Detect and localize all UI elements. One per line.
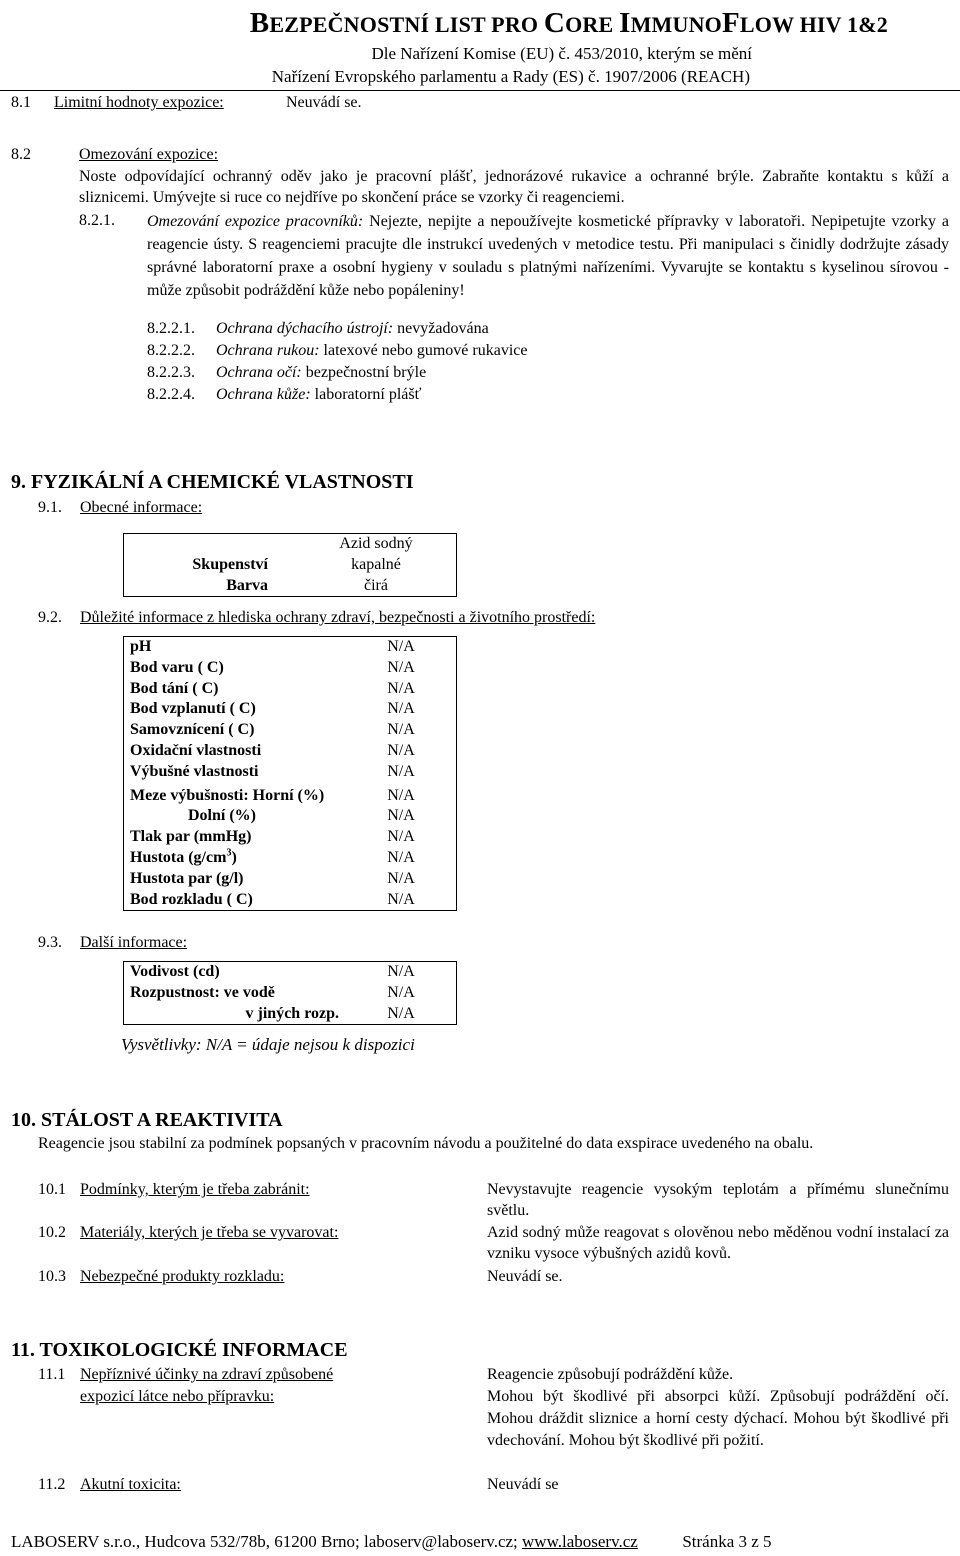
table-cell-value: N/A [387, 963, 415, 980]
section-8-2-label: Omezování expozice: [79, 146, 219, 163]
table-cell-value: N/A [387, 741, 415, 759]
section-8-2-1-number: 8.2.1. [79, 212, 115, 229]
footer-website-link[interactable]: www.laboserv.cz [522, 1532, 638, 1551]
section-9-3-number: 9.3. [38, 934, 62, 951]
item-10-2-value: Azid sodný může reagovat s olověnou nebo měděnou vodní instalací za vzniku vysoce výbušných azidů kovů. [487, 1224, 949, 1262]
section-8-2-number: 8.2 [11, 146, 31, 163]
table-row [124, 741, 457, 762]
table-cell-label: Tlak par (mmHg) [130, 828, 252, 846]
table-cell-label: Samovznícení ( C) [130, 721, 255, 739]
table-cell-label: Oxidační vlastnosti [130, 741, 262, 759]
item-11-1-label-line-2: expozicí látce nebo přípravku: [80, 1388, 275, 1405]
table-cell-value: N/A [387, 828, 415, 846]
footer-company: LABOSERV s.r.o., Hudcova 532/78b, 61200 Brno; laboserv@laboserv.cz; [11, 1532, 518, 1551]
table-cell-value: N/A [387, 890, 415, 908]
item-11-1-value-1: Reagencie způsobují podráždění kůže. [487, 1366, 734, 1383]
item-10-1-number: 10.1 [38, 1181, 66, 1198]
table-row [124, 983, 457, 1004]
section-8-2-1-paragraph [147, 210, 949, 302]
table-row [124, 806, 457, 827]
item-11-1-label-line-1: Nepříznivé účinky na zdraví způsobené [80, 1366, 334, 1383]
table-row [124, 658, 457, 679]
table-cell-label: Bod tání ( C) [130, 679, 219, 697]
table-cell-value: N/A [387, 807, 415, 825]
section-9-2-number: 9.2. [38, 609, 62, 626]
table-cell-value: N/A [387, 762, 415, 780]
table-cell-value: N/A [387, 848, 415, 866]
table-cell-value: N/A [387, 700, 415, 718]
item-10-2-number: 10.2 [38, 1224, 66, 1241]
item-8-2-2-2: Ochrana rukou: latexové nebo gumové rukavice [216, 342, 528, 359]
item-10-1-label: Podmínky, kterým je třeba zabránit: [80, 1181, 310, 1198]
table-cell-label: Vodivost (cd) [130, 963, 220, 980]
table-cell-value: N/A [387, 721, 415, 739]
section-11-heading: 11. TOXIKOLOGICKÉ INFORMACE [11, 1339, 348, 1361]
item-8-2-2-3-number: 8.2.2.3. [147, 364, 195, 381]
table-row [124, 1004, 457, 1025]
table-cell-label: Bod varu ( C) [130, 658, 224, 676]
section-8-2-1-label: Omezování expozice pracovníků: [147, 213, 364, 230]
item-11-1-number: 11.1 [38, 1366, 66, 1383]
item-11-2-number: 11.2 [38, 1476, 66, 1493]
section-8-1-number: 8.1 [11, 94, 31, 111]
section-10-heading: 10. STÁLOST A REAKTIVITA [11, 1109, 283, 1131]
table-cell-label: Skupenství [192, 555, 268, 573]
section-8-1-value: Neuvádí se. [286, 94, 362, 111]
item-11-2-value: Neuvádí se [487, 1476, 559, 1493]
page-footer [11, 1531, 772, 1552]
table-cell-value: N/A [387, 786, 415, 804]
header-regulation-line-2: Nařízení Evropského parlamentu a Rady (ES) č. 1907/2006 (REACH) [271, 67, 750, 86]
table-cell-label: Hustota $(g/cm^3)$ [130, 847, 237, 866]
table-cell-label: Rozpustnost: ve vodě [130, 983, 275, 1001]
table-cell-value: čirá [364, 576, 388, 594]
table-row [124, 890, 457, 911]
general-info-table [123, 533, 457, 597]
table-cell-label: v jiných rozp. [245, 1004, 339, 1022]
section-9-1-number: 9.1. [38, 499, 62, 516]
table-cell-value: N/A [387, 869, 415, 887]
table-cell-label: pH [130, 638, 152, 655]
document-title: BEZPEČNOSTNÍ LIST PRO CORE IMMUNOFLOW HIV 1&2 [249, 7, 888, 39]
section-9-heading: 9. FYZIKÁLNÍ A CHEMICKÉ VLASTNOSTI [11, 471, 414, 493]
item-10-1-value: Nevystavujte reagencie vysokým teplotám a přímému slunečnímu světlu. [487, 1181, 949, 1219]
table-row [124, 783, 457, 807]
table-cell-value: kapalné [351, 555, 401, 573]
section-8-2-paragraph: Noste odpovídající ochranný oděv jako je pracovní plášť, jednorázové rukavice a ochranné brýle. Zabraňte kontaktu s kůží a sliznicemi. Umývejte si ruce co nejdříve po skončení práce se vzorky či reagenciemi. [79, 168, 949, 206]
item-8-2-2-4-number: 8.2.2.4. [147, 386, 195, 403]
item-8-2-2-2-number: 8.2.2.2. [147, 342, 195, 359]
table-row [124, 555, 457, 576]
table-row [124, 827, 457, 848]
item-10-3-label: Nebezpečné produkty rozkladu: [80, 1268, 285, 1285]
item-8-2-2-1-number: 8.2.2.1. [147, 320, 195, 337]
other-info-table [123, 961, 457, 1025]
item-10-2-label: Materiály, kterých je třeba se vyvarovat: [80, 1224, 339, 1241]
section-9-3-label: Další informace: [80, 934, 188, 951]
table-row [124, 679, 457, 700]
table-row [124, 848, 457, 869]
table-row [124, 962, 457, 983]
table-column-header: Azid sodný [339, 535, 413, 552]
section-9-1-label: Obecné informace: [80, 499, 203, 516]
section-10-intro: Reagencie jsou stabilní za podmínek popsaných v pracovním návodu a použitelné do data exspirace uvedeného na obalu. [38, 1135, 814, 1152]
item-8-2-2-3: Ochrana očí: bezpečnostní brýle [216, 364, 427, 381]
item-10-3-number: 10.3 [38, 1268, 66, 1285]
item-11-2-label: Akutní toxicita: [80, 1476, 181, 1493]
item-10-3-value: Neuvádí se. [487, 1268, 563, 1285]
table-row [124, 576, 457, 597]
table-cell-value: N/A [387, 983, 415, 1001]
table-cell-label: Meze výbušnosti: Horní (%) [130, 786, 325, 804]
table-row [124, 534, 457, 555]
table-row [124, 720, 457, 741]
table-row [124, 637, 457, 658]
table-cell-label: Výbušné vlastnosti [130, 762, 259, 780]
section-8-1-label: Limitní hodnoty expozice: [54, 94, 224, 111]
item-8-2-2-1: Ochrana dýchacího ústrojí: nevyžadována [216, 320, 489, 337]
important-info-table [123, 636, 457, 911]
table-cell-label: Barva [226, 576, 268, 594]
item-8-2-2-4: Ochrana kůže: laboratorní plášť [216, 386, 422, 403]
section-8-2-1-text: Nejezte, nepijte a nepoužívejte kosmetické přípravky v laboratoři. Nepipetujte vzorky a reagencie ústy. S reagenciemi pracujte dle instrukcí uvedených v metodice testu. Při manipulaci s činidly dodržujte zásady správné laboratorní praxe a osobní hygieny v souladu s platnými nařízeními. Vyvarujte se kontaktu s kyselinou sírovou - může způsobit podráždění kůže nebo popáleniny! [147, 213, 950, 299]
item-11-1-value-2: Mohou být škodlivé při absorpci kůží. Způsobují podráždění očí. Mohou dráždit sliznice a horní cesty dýchací. Mohou být škodlivé při vdechování. Mohou být škodlivé při požití. [487, 1388, 949, 1449]
table-cell-value: N/A [387, 1004, 415, 1022]
table-cell-value: N/A [387, 679, 415, 697]
section-9-2-label: Důležité informace z hlediska ochrany zdraví, bezpečnosti a životního prostředí: [80, 609, 596, 626]
table-row [124, 762, 457, 783]
table-cell-label: Bod rozkladu ( C) [130, 890, 253, 908]
table-cell-label: Bod vzplanutí ( C) [130, 700, 256, 718]
footer-page-number: Stránka 3 z 5 [682, 1532, 772, 1551]
table-cell-label: Dolní (%) [188, 807, 256, 825]
table-row [124, 869, 457, 890]
legend-note: Vysvětlivky: N/A = údaje nejsou k dispozici [121, 1035, 415, 1054]
table-row [124, 699, 457, 720]
table-cell-value: N/A [387, 638, 415, 655]
table-cell-label: Hustota par (g/l) [130, 869, 244, 887]
header-regulation-line-1: Dle Nařízení Komise (EU) č. 453/2010, kterým se mění [371, 44, 752, 63]
table-cell-value: N/A [387, 658, 415, 676]
header-divider [0, 90, 960, 91]
